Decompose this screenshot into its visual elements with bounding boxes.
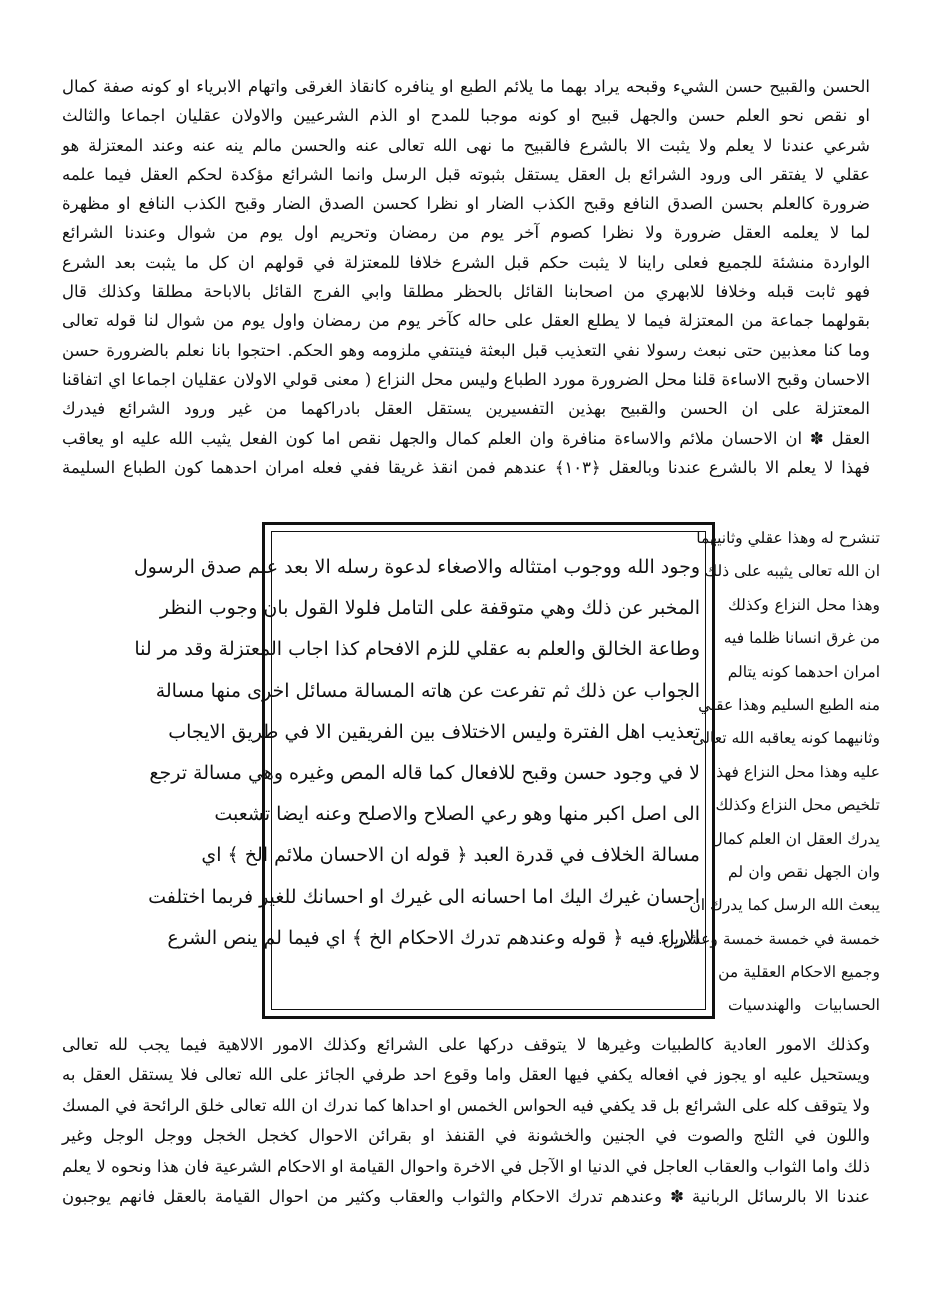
top-commentary-block (62, 72, 870, 482)
side-text-line: يبعث الله الرسل كما يدرك ان (689, 896, 880, 915)
framed-text-line: لا في وجود حسن وقبح للافعال كما قاله المص وغيره وهي مسالة ترجع (149, 761, 700, 784)
text-line: عندنا الا بالرسائل الربانية ✽ وعندهم تدرك الاحكام والثواب والعقاب وكثير من احوال القيامة بالعقل فانهم يوجبون (62, 1186, 870, 1206)
text-line: ضرورة كالعلم بحسن الصدق النافع وقبح الكذب الضار او نظرا كحسن الصدق الضار وقبح الكذب النافع او مظهرة (62, 194, 870, 214)
text-line: بقولهما جماعة من المعتزلة فيما لا يطلع العقل على حاله كآخر يوم من رمضان واول يوم من شوال لنا قوله تعالى (62, 311, 870, 331)
text-line: شرعي عندنا لا يعلم ولا يثبت الا بالشرع فالقبيح ما نهى الله تعالى عنه والحسن مالم ينه عنه وعند المعتزلة هو (62, 135, 870, 155)
framed-text-line: وجود الله ووجوب امتثاله والاصغاء لدعوة رسله الا بعد علم صدق الرسول (133, 556, 700, 578)
side-commentary-column (657, 522, 880, 1023)
side-text-line: الحسابيات والهندسيات (728, 996, 880, 1015)
side-text-line: خمسة في خمسة خمسة وعشرين. (657, 929, 880, 948)
side-text-line: وان الجهل نقص وان لم (728, 862, 880, 881)
side-text-line: منه الطبع السليم وهذا عقلي (698, 695, 880, 714)
side-text-line: وثانيهما كونه يعاقبه الله تعالى (692, 729, 880, 748)
text-line: واللون في الثلج والصوت في الجنين والخشونة في القنفذ او بقرائن الاحوال كخجل الخجل ووجل الوجل وغير (62, 1126, 870, 1146)
framed-text-line: وطاعة الخالق والعلم به عقلي للزم الافحام كذا اجاب المعتزلة وقد مر لنا (134, 638, 700, 661)
text-line: فهذا لا يعلم الا بالشرع عندنا وبالعقل ﴿١٠٣﴾ عندهم فمن انقذ غريقا ففي فعله امران احدهما كون الطباع السليمة (62, 457, 871, 477)
framed-text-line: احسان غيرك اليك اما احسانه الى غيرك او احسانك للغير فربما اختلفت (148, 885, 700, 908)
side-text-line: ان الله تعالى يثيبه على ذلك (704, 562, 880, 581)
main-text-frame (133, 522, 715, 1019)
text-line: الواردة منشئة للجميع فعلى راينا لا يثبت حكم قبل الشرع خلافا للمعتزلة في قولهم ان كل ما يثبت بعد الشرع (62, 252, 870, 272)
text-line: وكذلك الامور العادية كالطبيات وغيرها لا يتوقف دركها على الشرائع وكذلك الامور الالاهية فيما يجب لله تعالى (62, 1035, 870, 1054)
side-text-line: تلخيص محل النزاع وكذلك (715, 796, 880, 815)
framed-text-line: الى اصل اكبر منها وهو رعي الصلاح والاصلح وعنه ايضا تشعبت (214, 803, 700, 826)
framed-text-line: المخبر عن ذلك وهي متوقفة على التامل فلولا القول بان وجوب النظر (159, 597, 700, 620)
text-line: وما كنا معذبين حتى نبعث رسولا نفي التعذيب قبل البعثة فينتفي ملزومه وهو الحكم. احتجوا بانا نعلم بالضرورة حسن (62, 340, 871, 360)
side-text-line: وهذا محل النزاع وكذلك (728, 595, 880, 614)
text-line: الاحسان وقبح الاساءة قلنا محل الضرورة مورد الطباع وليس محل النزاع ( معنى قولي الاولان عقليان اجماعا اي اتفاقنا (62, 369, 870, 389)
bottom-commentary-block (62, 1030, 870, 1212)
text-line: ولا يتوقف كله على الشرائع بل قد يكفي فيه الحواس الخمس او احداها كما ندرك ان الله تعالى خلق الرائحة في المسك (62, 1095, 870, 1115)
text-line: ويستحيل عليه او يجوز في افعاله يكفي فيها العقل واما وقوع احد طرفي الجائز على الله تعالى فلا يستقل العقل به (62, 1065, 870, 1085)
framed-text-line: الاراء فيه ﴿ قوله وعندهم تدرك الاحكام الخ ﴾ اي فيما لم ينص الشرع (167, 926, 700, 949)
framed-text-line: مسالة الخلاف في قدرة العبد ﴿ قوله ان الاحسان ملائم الخ ﴾ اي (201, 844, 700, 867)
text-line: ذلك واما الثواب والعقاب العاجل في الدنيا او الآجل في الاخرة واحوال القيامة او الاحكام الشرعية فان هذا ونحوه لا يعلم (62, 1156, 870, 1176)
framed-text-line: الجواب عن ذلك ثم تفرعت عن هاته المسالة مسائل اخرى منها مسالة (155, 679, 700, 702)
text-line: الحسن والقبيح حسن الشيء وقبحه يراد بهما ما يلائم الطبع او ينافره كانقاذ الغرقى واتهام الابرياء او كونه صفة كمال (62, 77, 870, 96)
text-line: المعتزلة على ان الحسن والقبيح بهذين التفسيرين يستقل العقل بادراكهما من غير ورود الشرائع فيدرك (62, 399, 870, 419)
text-line: العقل ✽ ان الاحسان ملائم والاساءة منافرة وان العلم كمال والجهل نقص اما كون الفعل يثيب الله عليه او يعاقب (62, 428, 870, 448)
side-text-line: من غرق انسانا ظلما فيه (723, 629, 880, 648)
framed-main-text (133, 547, 700, 959)
text-line: عقلي لا يفتقر الى ورود الشرائع بل العقل يستقل بثبوته قبل الرسل وانما الشرائع مؤكدة لحكم العقل فيما علمه (62, 164, 870, 184)
side-text-line: عليه وهذا محل النزاع فهذا (711, 762, 880, 781)
text-line: لما لا يعلمه العقل ضرورة ولا نظرا كصوم آخر يوم من رمضان وتحريم اول يوم من شوال وعندنا الشرائع (62, 223, 870, 243)
framed-text-line: تعذيب اهل الفترة وليس الاختلاف بين الفريقين الا في طريق الايجاب (168, 720, 700, 743)
text-line: او نقص نحو العلم حسن والجهل قبيح او كونه موجبا للمدح او الذم الشرعيين والاولان عقليان اجماعا والثالث (62, 106, 870, 126)
side-text-line: يدرك العقل ان العلم كمال (711, 829, 880, 848)
side-text-line: تنشرح له وهذا عقلي وثانيهما (696, 529, 880, 547)
text-line: فهو ثابت قبله وخلافا للابهري من اصحابنا القائل بالحظر مطلقا وابي الفرج القائل بالاباحة مطلقا وكذلك قال (62, 282, 870, 302)
side-text-line: وجميع الاحكام العقلية من (718, 963, 880, 982)
side-text-line: امران احدهما كونه يتالم (727, 662, 880, 681)
